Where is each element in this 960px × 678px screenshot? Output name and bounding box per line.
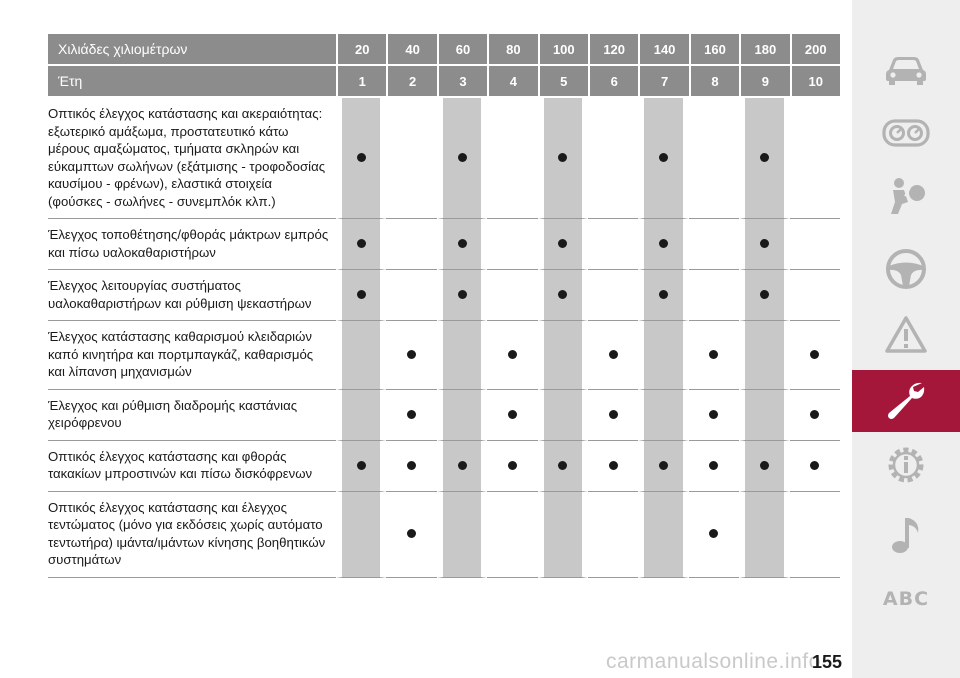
interval-cell bbox=[739, 98, 789, 219]
scheduled-dot-icon bbox=[659, 290, 668, 299]
scheduled-dot-icon bbox=[508, 410, 517, 419]
scheduled-dot-icon bbox=[508, 461, 517, 470]
header-km-value: 200 bbox=[790, 34, 840, 66]
header-km-value: 20 bbox=[336, 34, 386, 66]
interval-cell bbox=[487, 98, 537, 219]
header-year-value: 4 bbox=[487, 66, 537, 98]
scheduled-dot-icon bbox=[709, 350, 718, 359]
header-row-years bbox=[48, 66, 840, 98]
interval-cell bbox=[437, 219, 487, 270]
interval-cell bbox=[689, 270, 739, 321]
interval-cell bbox=[538, 441, 588, 492]
header-km-value: 180 bbox=[739, 34, 789, 66]
scheduled-dot-icon bbox=[709, 461, 718, 470]
service-item-label: Οπτικός έλεγχος κατάστασης και ακεραιότητας: εξωτερικό αμάξωμα, προστατευτικό κάτω μέρους αμαξώματος, τμήματα σκληρών και εύκαμπτων σωλήνων (εξάτμισης - τροφοδοσίας καυσίμου - φρένων), ελαστικά στοιχεία (φούσκες - σωλήνες - συνεμπλόκ κλπ.) bbox=[48, 98, 336, 219]
interval-cell bbox=[336, 492, 386, 578]
interval-cell bbox=[588, 492, 638, 578]
interval-cell bbox=[588, 321, 638, 390]
scheduled-dot-icon bbox=[760, 153, 769, 162]
interval-cell bbox=[588, 98, 638, 219]
table-row bbox=[48, 390, 840, 441]
scheduled-dot-icon bbox=[357, 239, 366, 248]
interval-cell bbox=[689, 98, 739, 219]
interval-cell bbox=[739, 270, 789, 321]
header-km-value: 140 bbox=[638, 34, 688, 66]
scheduled-dot-icon bbox=[558, 153, 567, 162]
interval-cell bbox=[638, 219, 688, 270]
sidebar-item-technical-data[interactable] bbox=[852, 434, 960, 496]
header-year-value: 2 bbox=[386, 66, 436, 98]
sidebar-item-index[interactable] bbox=[852, 568, 960, 630]
interval-cell bbox=[386, 390, 436, 441]
interval-cell bbox=[336, 441, 386, 492]
interval-cell bbox=[487, 492, 537, 578]
header-km-value: 100 bbox=[538, 34, 588, 66]
interval-cell bbox=[739, 390, 789, 441]
scheduled-dot-icon bbox=[558, 461, 567, 470]
scheduled-dot-icon bbox=[407, 529, 416, 538]
interval-cell bbox=[638, 270, 688, 321]
header-years-label: Έτη bbox=[48, 66, 336, 98]
interval-cell bbox=[336, 219, 386, 270]
scheduled-dot-icon bbox=[709, 410, 718, 419]
interval-cell bbox=[386, 321, 436, 390]
header-row-km bbox=[48, 34, 840, 66]
interval-cell bbox=[386, 441, 436, 492]
service-item-label: Έλεγχος κατάστασης καθαρισμού κλειδαριών καπό κινητήρα και πορτμπαγκάζ, καθαρισμός και λίπανση μηχανισμών bbox=[48, 321, 336, 390]
interval-cell bbox=[790, 270, 840, 321]
scheduled-dot-icon bbox=[407, 350, 416, 359]
header-km-value: 60 bbox=[437, 34, 487, 66]
maintenance-schedule bbox=[48, 34, 840, 578]
warning-triangle-icon bbox=[884, 315, 928, 355]
interval-cell bbox=[790, 321, 840, 390]
header-year-value: 8 bbox=[689, 66, 739, 98]
interval-cell bbox=[336, 270, 386, 321]
interval-cell bbox=[739, 321, 789, 390]
scheduled-dot-icon bbox=[407, 461, 416, 470]
scheduled-dot-icon bbox=[458, 239, 467, 248]
scheduled-dot-icon bbox=[407, 410, 416, 419]
scheduled-dot-icon bbox=[508, 350, 517, 359]
interval-cell bbox=[386, 219, 436, 270]
service-item-label: Έλεγχος και ρύθμιση διαδρομής καστάνιας χειρόφρενου bbox=[48, 390, 336, 441]
table-row bbox=[48, 441, 840, 492]
header-year-value: 5 bbox=[538, 66, 588, 98]
interval-cell bbox=[689, 321, 739, 390]
interval-cell bbox=[538, 492, 588, 578]
scheduled-dot-icon bbox=[760, 290, 769, 299]
scheduled-dot-icon bbox=[709, 529, 718, 538]
sidebar-item-instruments[interactable] bbox=[852, 102, 960, 164]
scheduled-dot-icon bbox=[458, 461, 467, 470]
service-item-label: Έλεγχος λειτουργίας συστήματος υαλοκαθαριστήρων και ρύθμιση ψεκαστήρων bbox=[48, 270, 336, 321]
technical-info-gear-icon bbox=[884, 443, 928, 487]
interval-cell bbox=[588, 390, 638, 441]
service-item-label: Έλεγχος τοποθέτησης/φθοράς μάκτρων εμπρός και πίσω υαλοκαθαριστήρων bbox=[48, 219, 336, 270]
sidebar-item-car[interactable] bbox=[852, 38, 960, 100]
interval-cell bbox=[386, 270, 436, 321]
table-row bbox=[48, 270, 840, 321]
interval-cell bbox=[437, 270, 487, 321]
service-item-label: Οπτικός έλεγχος κατάστασης και φθοράς τακακίων μπροστινών και πίσω δισκόφρενων bbox=[48, 441, 336, 492]
scheduled-dot-icon bbox=[357, 153, 366, 162]
music-note-icon bbox=[888, 513, 924, 557]
scheduled-dot-icon bbox=[760, 239, 769, 248]
interval-cell bbox=[638, 492, 688, 578]
interval-cell bbox=[487, 390, 537, 441]
page-number: 155 bbox=[812, 652, 843, 672]
interval-cell bbox=[437, 98, 487, 219]
header-km-value: 80 bbox=[487, 34, 537, 66]
header-km-value: 40 bbox=[386, 34, 436, 66]
header-km-value: 120 bbox=[588, 34, 638, 66]
header-year-value: 10 bbox=[790, 66, 840, 98]
interval-cell bbox=[739, 441, 789, 492]
interval-cell bbox=[739, 219, 789, 270]
sidebar-item-emergency[interactable] bbox=[852, 304, 960, 366]
watermark: carmanualsonline.info bbox=[606, 650, 821, 673]
interval-cell bbox=[638, 98, 688, 219]
sidebar-item-safety[interactable] bbox=[852, 166, 960, 228]
scheduled-dot-icon bbox=[659, 153, 668, 162]
interval-cell bbox=[739, 492, 789, 578]
interval-cell bbox=[386, 492, 436, 578]
sidebar-item-maintenance[interactable] bbox=[852, 370, 960, 432]
scheduled-dot-icon bbox=[357, 290, 366, 299]
car-icon bbox=[883, 52, 929, 86]
interval-cell bbox=[538, 390, 588, 441]
interval-cell bbox=[538, 219, 588, 270]
sidebar-item-multimedia[interactable] bbox=[852, 504, 960, 566]
scheduled-dot-icon bbox=[458, 153, 467, 162]
scheduled-dot-icon bbox=[810, 350, 819, 359]
interval-cell bbox=[487, 270, 537, 321]
interval-cell bbox=[487, 219, 537, 270]
table-row bbox=[48, 219, 840, 270]
header-km-value: 160 bbox=[689, 34, 739, 66]
table-row bbox=[48, 98, 840, 219]
scheduled-dot-icon bbox=[760, 461, 769, 470]
interval-cell bbox=[638, 441, 688, 492]
service-item-label: Οπτικός έλεγχος κατάστασης και έλεγχος τεντώματος (μόνο για εκδόσεις χωρίς αυτόματο τεντωτήρα) ιμάντα/ιμάντων κίνησης βοηθητικών συστημάτων bbox=[48, 492, 336, 578]
scheduled-dot-icon bbox=[558, 290, 567, 299]
scheduled-dot-icon bbox=[558, 239, 567, 248]
scheduled-dot-icon bbox=[458, 290, 467, 299]
interval-cell bbox=[790, 390, 840, 441]
scheduled-dot-icon bbox=[609, 350, 618, 359]
interval-cell bbox=[538, 98, 588, 219]
header-year-value: 1 bbox=[336, 66, 386, 98]
header-year-value: 3 bbox=[437, 66, 487, 98]
interval-cell bbox=[689, 441, 739, 492]
interval-cell bbox=[437, 492, 487, 578]
airbag-seat-icon bbox=[884, 176, 928, 218]
scheduled-dot-icon bbox=[810, 410, 819, 419]
interval-cell bbox=[689, 390, 739, 441]
interval-cell bbox=[336, 321, 386, 390]
interval-cell bbox=[437, 390, 487, 441]
interval-cell bbox=[538, 321, 588, 390]
interval-cell bbox=[588, 270, 638, 321]
abc-index-icon: ABC bbox=[882, 588, 930, 610]
chapter-sidebar bbox=[852, 0, 960, 678]
interval-cell bbox=[790, 441, 840, 492]
sidebar-item-starting-driving[interactable] bbox=[852, 238, 960, 300]
interval-cell bbox=[487, 441, 537, 492]
scheduled-dot-icon bbox=[609, 410, 618, 419]
header-year-value: 7 bbox=[638, 66, 688, 98]
interval-cell bbox=[689, 219, 739, 270]
interval-cell bbox=[487, 321, 537, 390]
interval-cell bbox=[588, 441, 638, 492]
header-year-value: 9 bbox=[739, 66, 789, 98]
interval-cell bbox=[790, 219, 840, 270]
dashboard-gauges-icon bbox=[882, 118, 930, 148]
table-row bbox=[48, 492, 840, 578]
steering-wheel-icon bbox=[884, 247, 928, 291]
interval-cell bbox=[588, 219, 638, 270]
wrench-icon bbox=[884, 379, 928, 423]
header-km-label: Χιλιάδες χιλιομέτρων bbox=[48, 34, 336, 66]
interval-cell bbox=[386, 98, 436, 219]
interval-cell bbox=[437, 441, 487, 492]
scheduled-dot-icon bbox=[810, 461, 819, 470]
interval-cell bbox=[790, 492, 840, 578]
maintenance-table bbox=[48, 34, 840, 578]
interval-cell bbox=[638, 390, 688, 441]
table-row bbox=[48, 321, 840, 390]
interval-cell bbox=[538, 270, 588, 321]
scheduled-dot-icon bbox=[659, 239, 668, 248]
interval-cell bbox=[336, 98, 386, 219]
interval-cell bbox=[790, 98, 840, 219]
scheduled-dot-icon bbox=[659, 461, 668, 470]
interval-cell bbox=[689, 492, 739, 578]
interval-cell bbox=[638, 321, 688, 390]
scheduled-dot-icon bbox=[357, 461, 366, 470]
interval-cell bbox=[336, 390, 386, 441]
header-year-value: 6 bbox=[588, 66, 638, 98]
scheduled-dot-icon bbox=[609, 461, 618, 470]
interval-cell bbox=[437, 321, 487, 390]
